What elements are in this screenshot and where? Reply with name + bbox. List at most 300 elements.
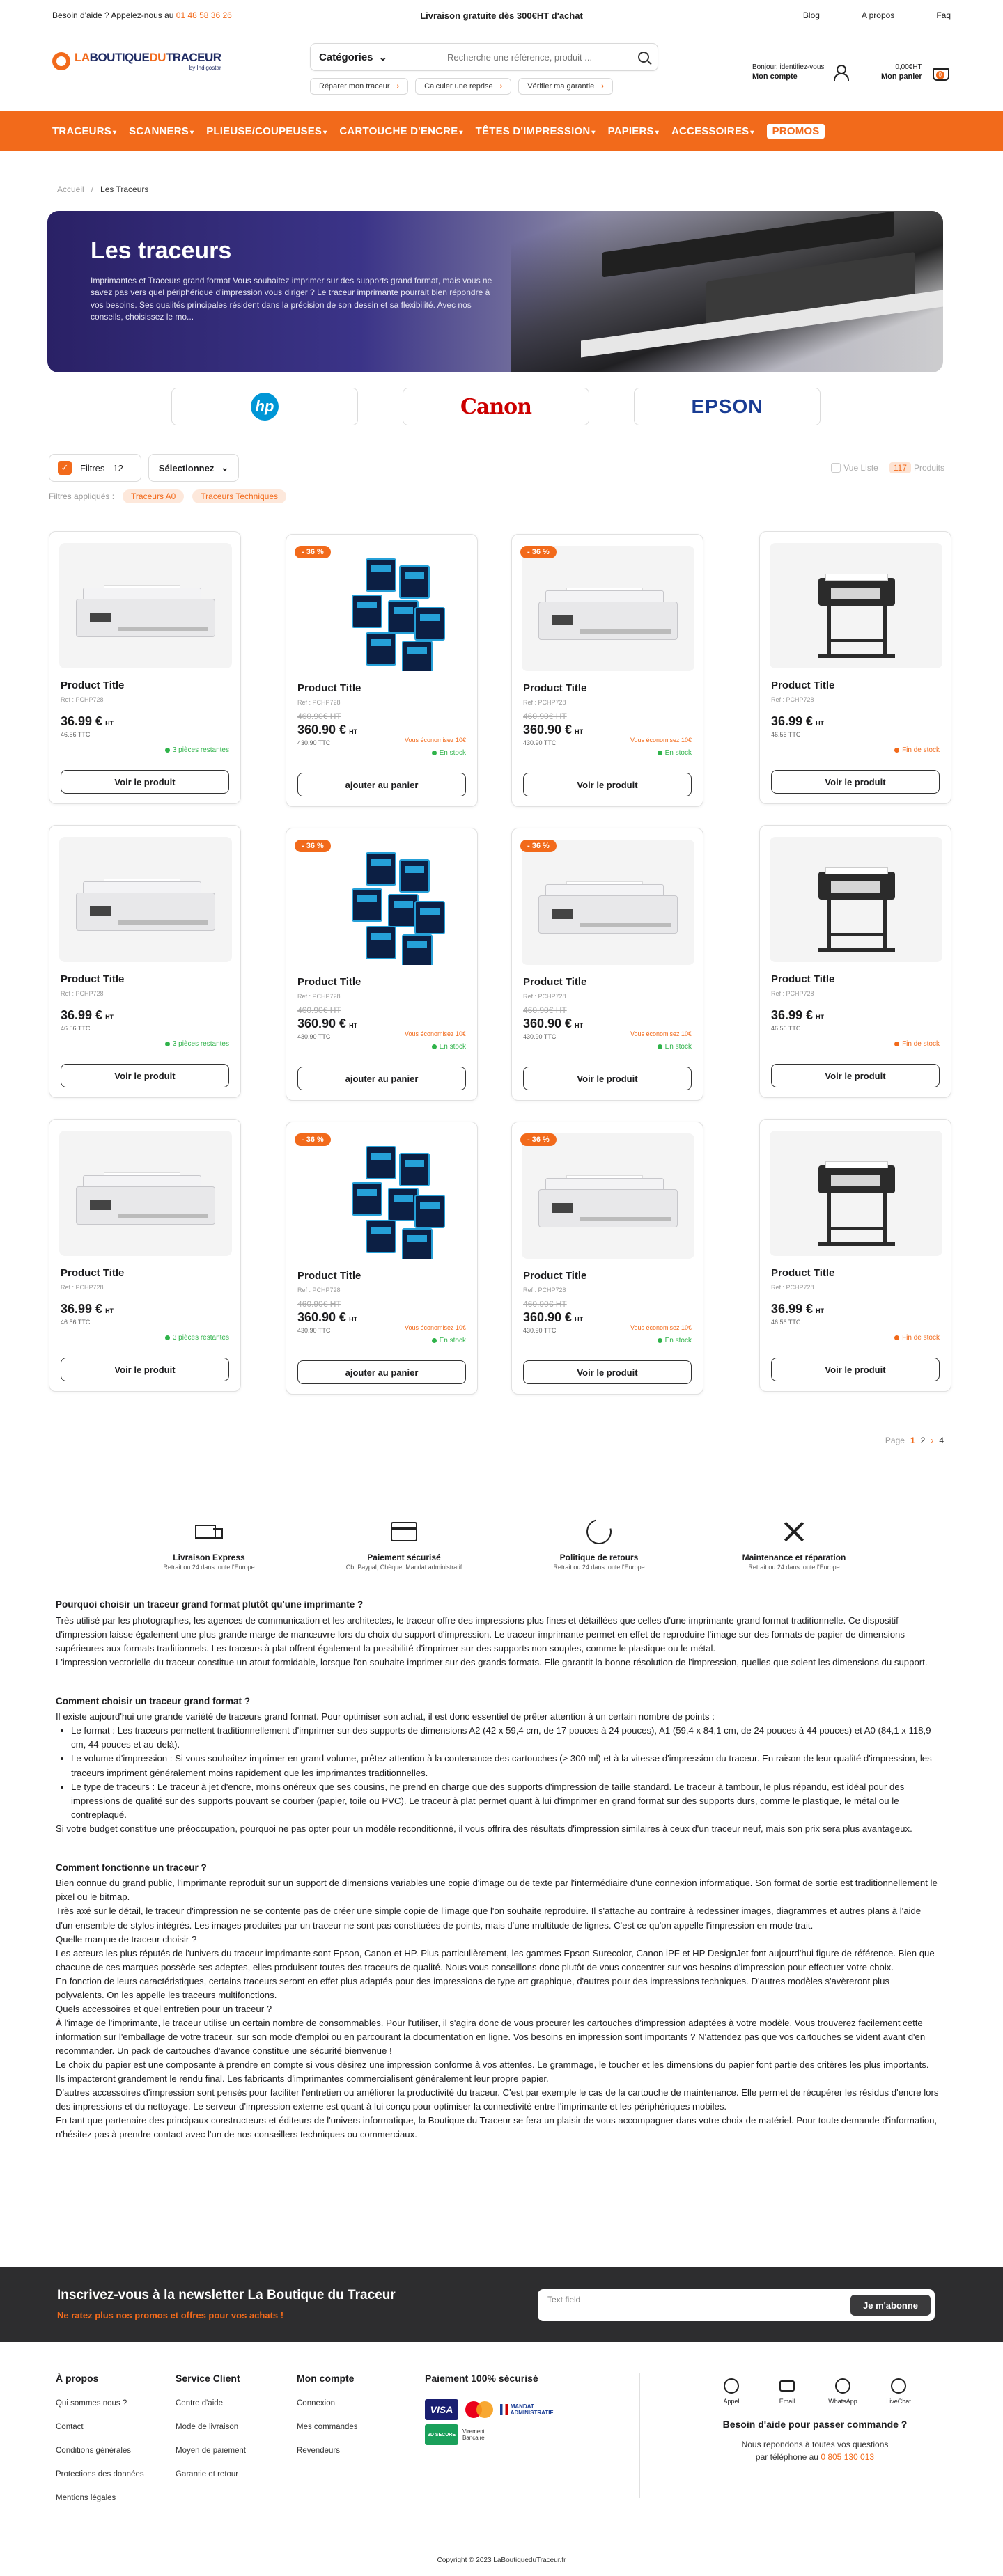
seo-paragraph: En tant que partenaire des principaux constructeurs et éditeurs de l'univers informatique, la Boutique du Traceur se fera un plaisir de vous accompagner dans votre choix de matériel. Pour toute demande d'information, n'hésitez pas à prendre contact avec l'un de nos conseillers techniques ou commerciaux. — [56, 2115, 938, 2140]
filter-chip[interactable]: Traceurs A0 — [123, 489, 184, 503]
mail-icon — [779, 2380, 795, 2392]
product-card[interactable] — [511, 534, 703, 807]
footer-heading: À propos — [56, 2373, 99, 2384]
stock-dot-icon — [432, 751, 437, 755]
product-price — [771, 1302, 824, 1317]
feature-maintenance — [697, 1516, 892, 1572]
bank-transfer-logo: Virement Bancaire — [462, 2428, 485, 2441]
free-shipping-banner: Livraison gratuite dès 300€HT d'achat — [420, 10, 583, 21]
nav-label: TÊTES D'IMPRESSION — [475, 125, 591, 137]
view-product-button[interactable]: Voir le produit — [523, 1360, 692, 1384]
price-ttc: 430.90 TTC — [297, 1033, 331, 1040]
product-card[interactable] — [759, 531, 951, 804]
price-ttc: 46.56 TTC — [771, 731, 801, 738]
footer-link[interactable]: Connexion — [297, 2399, 335, 2408]
product-ref: Ref : PCHP728 — [297, 1287, 341, 1294]
product-title[interactable]: Product Title — [297, 682, 361, 694]
footer-link[interactable]: Centre d'aide — [176, 2399, 224, 2408]
product-image[interactable] — [59, 1131, 232, 1256]
printer-icon — [76, 1172, 215, 1228]
mandat-logo — [500, 2399, 556, 2420]
caret-down-icon: ▾ — [323, 129, 327, 136]
product-image[interactable] — [296, 1133, 469, 1259]
site-logo[interactable] — [52, 52, 226, 71]
seo-block — [56, 1598, 940, 1670]
product-title[interactable]: Product Title — [61, 1267, 125, 1279]
filters-button[interactable] — [49, 454, 141, 482]
old-price: 460.90€ HT — [523, 1005, 567, 1015]
product-card[interactable] — [49, 1119, 241, 1392]
product-title[interactable]: Product Title — [61, 973, 125, 985]
nav-tetes[interactable] — [476, 125, 596, 137]
price-ht: HT — [575, 1022, 584, 1029]
chevron-down-icon: ⌄ — [221, 462, 229, 473]
feature-sub: Retrait ou 24 dans toute l'Europe — [748, 1564, 840, 1571]
product-price — [771, 714, 824, 729]
price-ttc: 46.56 TTC — [771, 1025, 801, 1032]
filters-count: 12 — [113, 462, 123, 473]
product-card[interactable] — [286, 1122, 478, 1395]
breadcrumb-home[interactable]: Accueil — [57, 184, 84, 194]
seo-paragraph: Les acteurs les plus réputés de l'univers du traceur imprimante sont Epson, Canon et HP. Plus particulièrement, les gammes Epson Surecolor, Canon iPF et HP DesignJet font aujourd'hui figure de référence. Bien que chacune de ces marques possède ses adeptes, elles produisent toutes des traceurs de qualité. Nous vous conseillons donc plutôt de vous concentrer sur vos besoins d'impression pour effectuer votre choix. — [56, 1947, 935, 1972]
footer-link[interactable]: Garantie et retour — [176, 2470, 239, 2479]
contact-desc-line: Nous repondons à toutes vos questions — [741, 2440, 889, 2449]
seo-paragraph: Le choix du papier est une composante à prendre en compte si vous désirez une impression conforme à vos attentes. Le grammage, le toucher et les dimensions du papier font partie des critères les plus importants. Ils impacteront grandement le rendu final. Les fabricants d'imprimantes commercialisent généralement leur propre papier. — [56, 2059, 929, 2084]
product-image[interactable] — [770, 1131, 942, 1256]
quick-label: Calculer une reprise — [424, 82, 493, 91]
seo-content — [56, 1598, 940, 2167]
footer — [0, 2364, 1003, 2552]
features-strip — [0, 1516, 1003, 1572]
canon-logo: Canon — [460, 394, 531, 419]
nav-label: SCANNERS — [129, 125, 189, 137]
stock-dot-icon — [432, 1044, 437, 1049]
footer-link[interactable]: Revendeurs — [297, 2447, 341, 2455]
top-link-about[interactable]: A propos — [861, 10, 895, 20]
nav-label: ACCESSOIRES — [671, 125, 749, 137]
seo-list-item: • Le volume d'impression : Si vous souhaitez imprimer en grand volume, prêtez attention à la contenance des cartouches (> 300 ml) et à la vitesse d'impression du traceur. En raison de leur qualité d'impression, les traceurs impriment généralement moins rapidement que les imprimantes traditionnelles. — [71, 1752, 940, 1780]
price-ht: HT — [105, 720, 114, 727]
product-ref: Ref : PCHP728 — [297, 699, 341, 706]
view-product-button[interactable]: Voir le produit — [771, 1064, 940, 1087]
product-ref: Ref : PCHP728 — [61, 1284, 104, 1291]
product-ref: Ref : PCHP728 — [523, 1287, 566, 1294]
feature-title: Paiement sécurisé — [367, 1553, 441, 1562]
seo-block — [56, 1861, 940, 2142]
contact-channels — [697, 2378, 933, 2405]
nav-label: CARTOUCHE D'ENCRE — [339, 125, 458, 137]
product-title[interactable]: Product Title — [771, 680, 835, 691]
add-to-cart-button[interactable]: ajouter au panier — [297, 1067, 466, 1090]
filter-toolbar — [49, 453, 944, 482]
page-1[interactable]: 1 — [910, 1436, 915, 1445]
sort-value: Sélectionnez — [158, 462, 215, 473]
printer-stand-icon — [818, 1152, 895, 1249]
account-greeting: Bonjour, identifiez-vous — [752, 63, 825, 71]
footer-col-service — [176, 2373, 246, 2494]
view-product-button[interactable]: Voir le produit — [61, 1358, 229, 1381]
ink-cartridges-icon — [338, 1146, 442, 1259]
user-icon — [832, 65, 848, 80]
product-image[interactable] — [522, 840, 694, 965]
contact-heading: Besoin d'aide pour passer commande ? — [722, 2419, 908, 2430]
view-product-button[interactable]: Voir le produit — [523, 1067, 692, 1090]
feature-returns — [502, 1516, 697, 1572]
seo-paragraph: D'autres accessoires d'impression sont pensés pour faciliter l'entretien ou améliorer la productivité du traceur. C'est par exemple le cas de la cartouche de maintenance. Elle permet de récupérer les résidus d'encre lors des impressions et du nettoyage. Le serveur d'impression externe est quant à lui conçu pour optimiser la connectivité entre l'imprimante et les périphériques mobiles. — [56, 2087, 939, 2112]
stock-label: Fin de stock — [902, 1040, 940, 1048]
product-image[interactable] — [770, 837, 942, 962]
stock-status — [658, 1337, 692, 1344]
applied-filters — [49, 489, 1003, 503]
footer-link[interactable]: Contact — [56, 2423, 84, 2431]
footer-link[interactable]: Mentions légales — [56, 2494, 116, 2502]
price-ttc: 430.90 TTC — [297, 1327, 331, 1334]
divider — [639, 2373, 640, 2498]
product-image[interactable] — [296, 546, 469, 671]
seo-heading: Pourquoi choisir un traceur grand format plutôt qu'une imprimante ? — [56, 1599, 364, 1610]
product-title[interactable]: Product Title — [297, 1270, 361, 1282]
stock-status — [658, 1043, 692, 1051]
contact-label: WhatsApp — [828, 2398, 857, 2405]
stock-label: 3 pièces restantes — [172, 1040, 229, 1048]
nav-label: PLIEUSE/COUPEUSES — [206, 125, 322, 137]
discount-badge: - 36 % — [295, 840, 331, 852]
caret-down-icon: ▾ — [591, 129, 596, 136]
quick-actions — [310, 78, 658, 95]
help-phone-link[interactable]: 01 48 58 36 26 — [176, 10, 232, 20]
seo-list-item: • Le format : Les traceurs permettent traditionnellement d'imprimer sur des supports de dimensions A2 (42 x 59,4 cm, de 17 pouces à 24 pouces), A1 (59,4 x 84,1 cm, de 24 pouces à 44 pouces) et A0 (84,1 x 118,9 cm, 44 pouces et au-delà). — [71, 1724, 940, 1752]
repair-printer-button[interactable] — [310, 78, 408, 95]
contact-whatsapp[interactable] — [825, 2378, 860, 2405]
footer-link[interactable]: Qui sommes nous ? — [56, 2399, 127, 2408]
nav-papiers[interactable] — [608, 125, 659, 137]
price-ttc: 430.90 TTC — [523, 739, 557, 746]
filters-label: Filtres — [80, 462, 105, 473]
price-ttc: 46.56 TTC — [61, 1025, 91, 1032]
product-title[interactable]: Product Title — [523, 976, 587, 988]
next-page-icon[interactable]: › — [931, 1436, 934, 1445]
product-price — [61, 1008, 114, 1023]
category-hero — [47, 211, 943, 372]
product-title[interactable]: Product Title — [523, 682, 587, 694]
product-ref: Ref : PCHP728 — [771, 990, 814, 997]
discount-badge: - 36 % — [295, 546, 331, 558]
product-price — [523, 723, 583, 737]
stock-status — [165, 1040, 229, 1048]
savings-text: Vous économisez 10€ — [404, 1324, 466, 1331]
sort-select[interactable] — [148, 454, 239, 482]
product-count-label: Produits — [913, 462, 944, 473]
nav-plieuse[interactable] — [206, 125, 327, 137]
product-title[interactable]: Product Title — [61, 680, 125, 691]
printer-stand-icon — [818, 858, 895, 955]
stock-status — [432, 1043, 466, 1051]
category-dropdown[interactable] — [319, 49, 437, 65]
help-label: Besoin d'aide ? Appelez-nous au — [52, 10, 174, 20]
stock-label: En stock — [439, 1337, 466, 1344]
quick-label: Réparer mon traceur — [319, 82, 390, 91]
list-view-label: Vue Liste — [843, 462, 878, 473]
seo-paragraph: Très utilisé par les photographes, les agences de communication et les architectes, le traceur offre des impressions plus fines et détaillées que celles d'une imprimante grand format traditionnelle. Ce dispositif d'impression laisse également une plus grande marge de manœuvre lors du choix du support d'impression. Le traceur imprimante permet en effet de reproduire l'image sur des formats de papier de dimensions supérieures aux formats traditionnels. Les traceurs à plat offrent également la possibilité d'imprimer sur des supports non souples, comme le plastique ou le métal. — [56, 1615, 905, 1654]
stock-status — [165, 1334, 229, 1342]
cart-total: 0,00€HT — [895, 63, 922, 71]
stock-dot-icon — [165, 1335, 170, 1340]
product-image[interactable] — [770, 543, 942, 668]
seo-paragraph: Il existe aujourd'hui une grande variété de traceurs grand format. Pour optimiser son achat, il est donc essentiel de prêter attention à un certain nombre de points : — [56, 1711, 715, 1722]
price-ttc: 430.90 TTC — [523, 1327, 557, 1334]
stock-status — [165, 746, 229, 754]
view-product-button[interactable]: Voir le produit — [771, 770, 940, 794]
old-price: 460.90€ HT — [297, 1005, 341, 1015]
nav-traceurs[interactable] — [52, 125, 116, 137]
product-price — [61, 714, 114, 729]
product-card[interactable] — [286, 534, 478, 807]
product-price — [523, 1310, 583, 1325]
price-ht: HT — [816, 1014, 825, 1021]
discount-badge: - 36 % — [520, 1133, 557, 1146]
contact-label: Email — [779, 2398, 795, 2405]
cart-link[interactable] — [881, 63, 949, 81]
applied-filters-label: Filtres appliqués : — [49, 492, 115, 501]
whatsapp-icon — [835, 2378, 850, 2394]
stock-dot-icon — [658, 751, 662, 755]
price-value: 360.90 € — [297, 1016, 347, 1030]
nav-label: TRACEURS — [52, 125, 111, 137]
nav-scanners[interactable] — [129, 125, 194, 137]
top-links — [803, 10, 951, 20]
view-product-button[interactable]: Voir le produit — [523, 773, 692, 796]
product-image[interactable] — [296, 840, 469, 965]
discount-badge: - 36 % — [520, 840, 557, 852]
page-title: Les traceurs — [91, 237, 232, 264]
price-value: 360.90 € — [297, 1310, 347, 1324]
contact-phone-link[interactable]: 0 805 130 013 — [821, 2452, 875, 2462]
product-card[interactable] — [511, 828, 703, 1101]
old-price: 460.90€ HT — [523, 1299, 567, 1309]
product-ref: Ref : PCHP728 — [297, 993, 341, 1000]
newsletter-band — [0, 2267, 1003, 2342]
contact-call[interactable] — [714, 2378, 749, 2405]
pagination — [885, 1436, 944, 1445]
hp-logo-icon: hp — [251, 393, 279, 421]
stock-label: En stock — [439, 1043, 466, 1051]
pagination-label: Page — [885, 1436, 905, 1445]
footer-heading: Paiement 100% sécurisé — [425, 2373, 538, 2384]
seo-block — [56, 1695, 940, 1836]
stock-dot-icon — [165, 748, 170, 753]
newsletter-email-input[interactable] — [547, 2295, 812, 2304]
price-ht: HT — [105, 1307, 114, 1314]
add-to-cart-button[interactable]: ajouter au panier — [297, 1360, 466, 1384]
product-card[interactable] — [49, 825, 241, 1098]
list-view-toggle[interactable] — [831, 463, 878, 473]
product-title[interactable]: Product Title — [523, 1270, 587, 1282]
tools-icon — [782, 1519, 807, 1544]
product-price — [297, 723, 357, 737]
contact-desc-line: par téléphone au — [755, 2452, 818, 2462]
brand-canon[interactable] — [403, 388, 589, 425]
logo-part4: TRACEUR — [165, 51, 221, 64]
view-product-button[interactable]: Voir le produit — [61, 1064, 229, 1087]
caret-down-icon: ▾ — [459, 129, 463, 136]
logo-part3: DU — [149, 51, 166, 64]
price-value: 360.90 € — [523, 1016, 573, 1030]
footer-col-about — [56, 2373, 144, 2518]
feature-title: Maintenance et réparation — [742, 1553, 846, 1562]
copyright: Copyright © 2023 LaBoutiqueduTraceur.fr — [437, 2557, 566, 2564]
page-2[interactable]: 2 — [920, 1436, 926, 1445]
price-ht: HT — [575, 728, 584, 735]
seo-paragraph: Si votre budget constitue une préoccupation, pourquoi ne pas opter pour un modèle reconditionné, il vous offrira des résultats d'impression similaires à ceux d'un traceur neuf, mais son prix sera plus avantageux. — [56, 1823, 912, 1834]
logo-part1: LA — [75, 51, 90, 64]
seo-paragraph: Quelle marque de traceur choisir ? — [56, 1933, 197, 1945]
stock-label: En stock — [664, 1043, 692, 1051]
category-label: Catégories — [319, 51, 373, 63]
footer-link[interactable]: Moyen de paiement — [176, 2447, 247, 2455]
breadcrumb — [0, 184, 1003, 194]
footer-link[interactable]: Conditions générales — [56, 2447, 132, 2455]
savings-text: Vous économisez 10€ — [404, 1030, 466, 1037]
flag-icon — [500, 2404, 508, 2415]
product-card[interactable] — [511, 1122, 703, 1395]
newsletter-subtitle: Ne ratez plus nos promos et offres pour vos achats ! — [57, 2310, 284, 2320]
printer-stand-icon — [818, 564, 895, 661]
logo-sub: by Indigostar — [189, 65, 221, 71]
price-ht: HT — [105, 1014, 114, 1021]
stock-label: En stock — [664, 749, 692, 757]
price-ht: HT — [816, 720, 825, 727]
cart-icon — [931, 64, 949, 81]
product-price — [771, 1008, 824, 1023]
price-value: 360.90 € — [523, 723, 573, 737]
seo-paragraph: L'impression vectorielle du traceur constitue un atout formidable, lorsque l'on souhaite imprimer sur des grands formats. Elle garantit la bonne résolution de l'impression, quelles que soient les dimensions du support. — [56, 1656, 928, 1667]
product-title[interactable]: Product Title — [771, 1267, 835, 1279]
header — [0, 31, 1003, 111]
view-product-button[interactable]: Voir le produit — [771, 1358, 940, 1381]
contact-email[interactable] — [770, 2378, 804, 2405]
subscribe-button[interactable]: Je m'abonne — [850, 2295, 931, 2316]
caret-down-icon: ▾ — [112, 129, 117, 136]
chat-icon — [891, 2378, 906, 2394]
contact-livechat[interactable] — [881, 2378, 916, 2405]
page-last[interactable]: 4 — [939, 1436, 944, 1445]
filter-check-icon: ✓ — [58, 461, 72, 475]
product-image[interactable] — [59, 837, 232, 962]
brand-epson[interactable] — [634, 388, 821, 425]
footer-link[interactable]: Mes commandes — [297, 2423, 358, 2431]
feature-sub: Retrait ou 24 dans toute l'Europe — [163, 1564, 255, 1571]
footer-link[interactable]: Mode de livraison — [176, 2423, 239, 2431]
top-bar — [0, 0, 1003, 31]
stock-dot-icon — [894, 1042, 899, 1046]
stock-label: Fin de stock — [902, 1334, 940, 1342]
add-to-cart-button[interactable]: ajouter au panier — [297, 773, 466, 796]
product-card[interactable] — [286, 828, 478, 1101]
savings-text: Vous économisez 10€ — [630, 737, 692, 744]
product-card[interactable] — [49, 531, 241, 804]
breadcrumb-separator: / — [91, 184, 94, 194]
view-product-button[interactable]: Voir le produit — [61, 770, 229, 794]
feature-title: Politique de retours — [559, 1553, 639, 1562]
price-value: 36.99 € — [61, 1302, 103, 1316]
search-input[interactable] — [447, 52, 638, 63]
account-label: Mon compte — [752, 72, 798, 81]
top-link-blog[interactable]: Blog — [802, 10, 820, 20]
discount-badge: - 36 % — [295, 1133, 331, 1146]
trade-in-button[interactable] — [415, 78, 511, 95]
price-ht: HT — [349, 1316, 358, 1323]
seo-list-item: • Le type de traceurs : Le traceur à jet d'encre, moins onéreux que ses cousins, ne prend en charge que des supports d'impression de taille standard. Le traceur à tambour, le plus répandu, est idéal pour des impressions de qualité sur des supports pouvant se courber (papier, toile ou PVC). Le traceur à plat permet quant à lui d'imprimer en grand format sur des supports durs, comme le plastique, le métal ou le contreplaqué. — [71, 1780, 940, 1822]
mandat-label: MANDAT ADMINISTRATIF — [510, 2403, 554, 2416]
price-ttc: 430.90 TTC — [523, 1033, 557, 1040]
nav-cartouche[interactable] — [339, 125, 462, 137]
price-ht: HT — [349, 1022, 358, 1029]
stock-label: En stock — [664, 1337, 692, 1344]
stock-dot-icon — [894, 748, 899, 753]
seo-paragraph: Quels accessoires et quel entretien pour un traceur ? — [56, 2003, 272, 2014]
brand-hp[interactable] — [171, 388, 358, 425]
warranty-check-button[interactable] — [518, 78, 613, 95]
cart-text — [881, 63, 922, 81]
product-ref: Ref : PCHP728 — [523, 699, 566, 706]
product-image[interactable] — [522, 546, 694, 671]
top-link-faq[interactable]: Faq — [936, 10, 951, 20]
product-price — [297, 1310, 357, 1325]
filter-chip[interactable]: Traceurs Techniques — [192, 489, 286, 503]
printer-icon — [538, 881, 678, 937]
footer-link[interactable]: Protections des données — [56, 2470, 144, 2479]
checkbox-icon — [831, 463, 841, 473]
price-ttc: 430.90 TTC — [297, 739, 331, 746]
stock-dot-icon — [165, 1042, 170, 1046]
price-ht: HT — [816, 1307, 825, 1314]
seo-paragraph: Très axé sur le détail, le traceur d'impression ne se contente pas de créer une simple copie de l'image que l'on souhaite reproduire. Il s'attache au contraire à redessiner images, diagrammes et autres plans à l'aide d'un ensemble de stylos intégrés. Les images produites par un traceur ne sont pas constituées de points, mais d'une multitude de lignes. C'est ce qu'on appelle l'impression en mode trait. — [56, 1906, 922, 1931]
search-icon[interactable] — [638, 52, 649, 63]
logo-text — [75, 52, 221, 63]
savings-text: Vous économisez 10€ — [630, 1030, 692, 1037]
footer-heading: Service Client — [176, 2373, 240, 2384]
product-image[interactable] — [522, 1133, 694, 1259]
product-card[interactable] — [759, 825, 951, 1098]
stock-dot-icon — [658, 1044, 662, 1049]
price-ttc: 46.56 TTC — [61, 1319, 91, 1326]
seo-paragraph: À l'image de l'imprimante, le traceur utilise un certain nombre de consommables. Pour l'utiliser, il s'agira donc de vous procurer les cartouches d'impression adaptées à votre modèle. Vous trouverez facilement cette information sur l'emballage de votre traceur, sur son mode d'emploi ou en parcourant la documentation en ligne. Vos besoins en impression sont importants ? N'attendez pas que vos cartouches se vident avant d'en recommander. Un pack de cartouches d'avance constitue une sécurité bienvenue ! — [56, 2017, 926, 2057]
brand-filters — [171, 388, 1003, 425]
product-title[interactable]: Product Title — [297, 976, 361, 988]
product-title[interactable]: Product Title — [771, 973, 835, 985]
price-ht: HT — [575, 1316, 584, 1323]
main-nav — [0, 111, 1003, 151]
price-value: 360.90 € — [297, 723, 347, 737]
product-price — [297, 1016, 357, 1031]
stock-status — [432, 749, 466, 757]
price-ttc: 46.56 TTC — [771, 1319, 801, 1326]
printer-icon — [76, 585, 215, 641]
breadcrumb-current: Les Traceurs — [100, 184, 149, 194]
product-image[interactable] — [59, 543, 232, 668]
nav-accessoires[interactable] — [671, 125, 754, 137]
old-price: 460.90€ HT — [297, 1299, 341, 1309]
savings-text: Vous économisez 10€ — [404, 737, 466, 744]
account-text — [752, 63, 824, 81]
chevron-down-icon: ⌄ — [378, 52, 388, 63]
product-card[interactable] — [759, 1119, 951, 1392]
logo-part2: BOUTIQUE — [89, 51, 150, 64]
cart-count-badge: 0 — [936, 71, 944, 79]
account-link[interactable] — [752, 63, 848, 81]
feature-sub: Retrait ou 24 dans toute l'Europe — [553, 1564, 645, 1571]
nav-promos[interactable] — [767, 124, 825, 139]
